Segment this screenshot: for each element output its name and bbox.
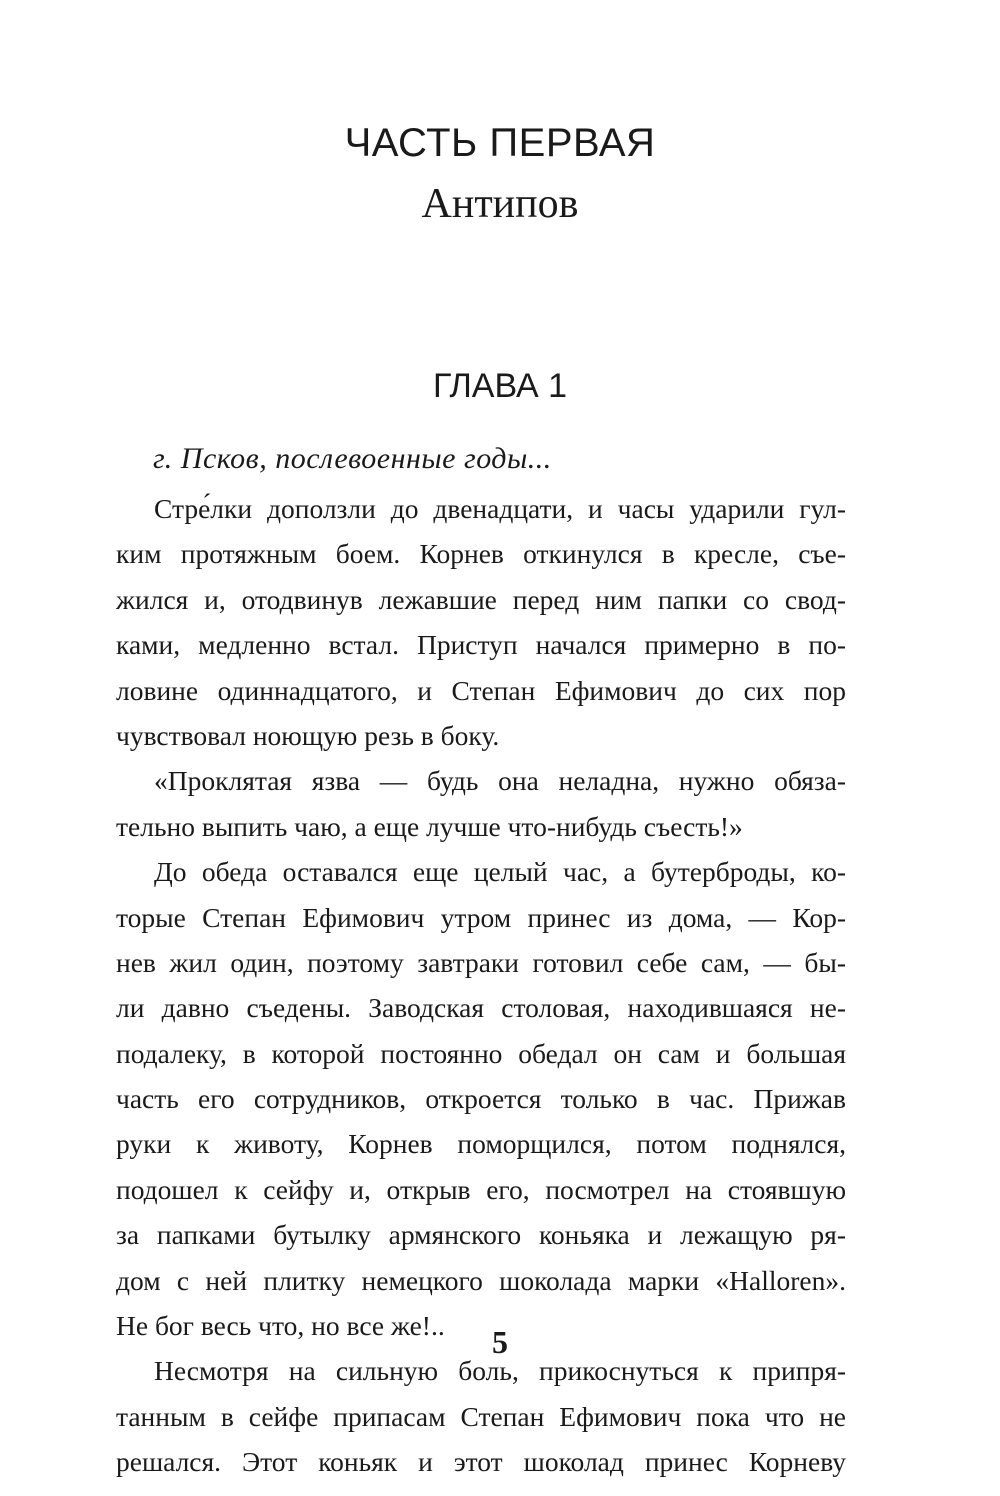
part-title: ЧАСТЬ ПЕРВАЯ (344, 121, 656, 165)
text-line: ким протяжным боем. Корнев откинулся в кресле, съе- (116, 538, 846, 570)
text-line: чувствовал ноющую резь в боку. (116, 719, 500, 751)
text-line: Не бог весь что, но все же!.. (116, 1310, 445, 1342)
text-line: ловине одиннадцатого, и Степан Ефимович до сих пор (116, 674, 846, 706)
text-line: часть его сотрудников, откроется только в час. Прижав (116, 1083, 846, 1115)
page-number: 5 (492, 1324, 508, 1360)
chapter-title: ГЛАВА 1 (432, 367, 568, 405)
text-line: ли давно съедены. Заводская столовая, находившаяся не- (116, 992, 846, 1024)
text-line: решался. Этот коньяк и этот шоколад принес Корневу (116, 1446, 846, 1478)
text-line: танным в сейфе припасам Степан Ефимович пока что не (116, 1400, 846, 1432)
text-line: Несмотря на сильную боль, прикоснуться к припря- (154, 1355, 846, 1387)
text-line: подошел к сейфу и, открыв его, посмотрел на стоявшую (116, 1173, 846, 1205)
text-line: ками, медленно встал. Приступ начался примерно в по- (116, 629, 846, 661)
text-line: До обеда оставался еще целый час, а бутерброды, ко- (154, 856, 846, 888)
text-line: тельно выпить чаю, а еще лучше что-нибудь съесть!» (116, 810, 743, 842)
text-line: дом с ней плитку немецкого шоколада марки «Halloren». (116, 1264, 846, 1296)
text-line: за папками бутылку армянского коньяка и лежащую ря- (116, 1219, 846, 1251)
part-subtitle: Антипов (421, 181, 579, 227)
text-line: жился и, отодвинув лежавшие перед ним папки со свод- (116, 583, 846, 615)
text-line: Стре́лки доползли до двенадцати, и часы ударили гул- (154, 493, 846, 524)
text-line: руки к животу, Корнев поморщился, потом поднялся, (116, 1128, 846, 1160)
text-line: подалеку, в которой постоянно обедал он сам и большая (116, 1037, 846, 1069)
text-line: торые Степан Ефимович утром принес из дома, — Кор- (116, 901, 846, 933)
text-line: нев жил один, поэтому завтраки готовил себе сам, — бы- (116, 946, 846, 978)
text-line: «Проклятая язва — будь она неладна, нужно обяза- (154, 765, 846, 797)
chapter-epigraph: г. Псков, послевоенные годы... (153, 442, 552, 475)
